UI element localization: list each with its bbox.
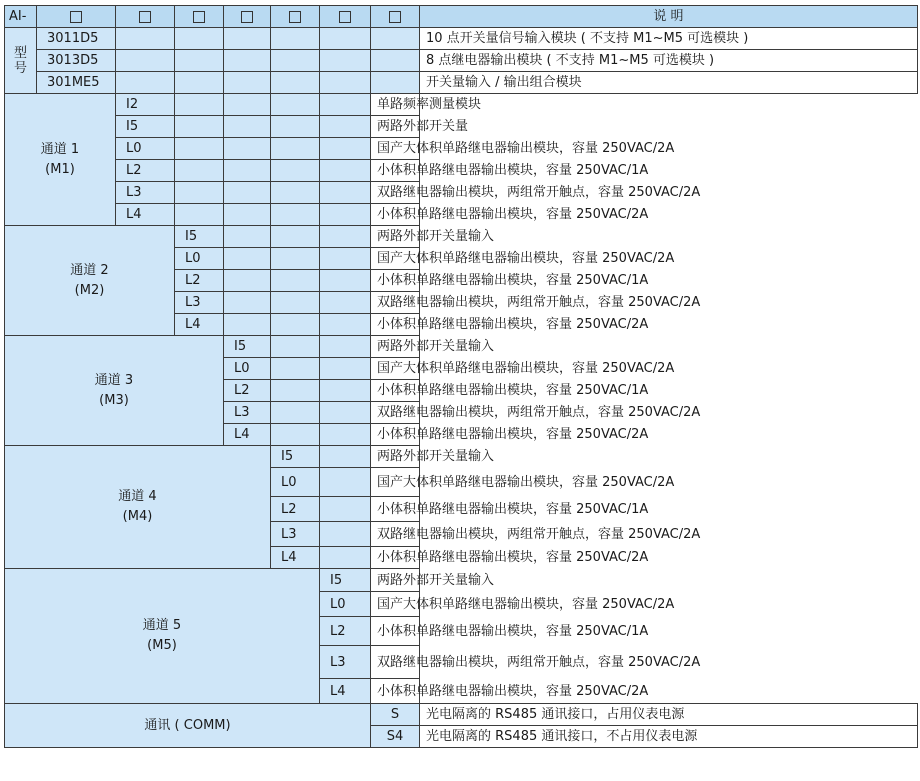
channel-code: L4 [271, 547, 320, 569]
channel-desc: 双路继电器输出模块，两组常开触点，容量 250VAC/2A [371, 402, 420, 424]
channel-label [5, 94, 116, 226]
empty-cell [175, 94, 224, 116]
header-slot-3 [175, 6, 224, 28]
channel-code: L4 [224, 424, 271, 446]
placeholder-box-icon [193, 11, 205, 23]
empty-cell [320, 402, 371, 424]
channel-code: L2 [320, 617, 371, 646]
channel-code: I5 [271, 446, 320, 468]
empty-cell [175, 160, 224, 182]
empty-cell [271, 160, 320, 182]
empty-cell [320, 182, 371, 204]
empty-cell [224, 248, 271, 270]
empty-cell [224, 116, 271, 138]
empty-cell [224, 314, 271, 336]
channel-code: L0 [271, 468, 320, 497]
channel-desc: 小体积单路继电器输出模块，容量 250VAC/1A [371, 270, 420, 292]
channel-code: L2 [175, 270, 224, 292]
model-label-top: 型 [13, 45, 27, 61]
channel-desc: 国产大体积单路继电器输出模块，容量 250VAC/2A [371, 592, 420, 617]
channel-name: 通道 5 [142, 618, 182, 633]
empty-cell [320, 522, 371, 547]
empty-cell [320, 497, 371, 522]
channel-name: 通道 2 [70, 262, 109, 278]
model-code: 3013D5 [37, 50, 116, 72]
channel-row [5, 160, 918, 182]
empty-cell [320, 160, 371, 182]
channel-code: L4 [116, 204, 175, 226]
empty-cell [320, 138, 371, 160]
channel-code: L0 [116, 138, 175, 160]
empty-cell [224, 204, 271, 226]
empty-cell [224, 226, 271, 248]
channel-code: L0 [175, 248, 224, 270]
channel-label-text [70, 261, 108, 301]
channel-label [5, 336, 224, 446]
channel-code: L0 [320, 592, 371, 617]
empty-cell [224, 72, 271, 94]
channel-code: I5 [224, 336, 271, 358]
empty-cell [271, 94, 320, 116]
channel-row [5, 94, 918, 116]
channel-desc: 两路外部开关量 [371, 116, 420, 138]
comm-code: S4 [371, 726, 420, 748]
empty-cell [224, 270, 271, 292]
empty-cell [320, 50, 371, 72]
empty-cell [224, 50, 271, 72]
channel-code: L3 [116, 182, 175, 204]
channel-desc: 小体积单路继电器输出模块，容量 250VAC/1A [371, 380, 420, 402]
channel-desc: 双路继电器输出模块，两组常开触点，容量 250VAC/2A [371, 522, 420, 547]
placeholder-box-icon [241, 11, 253, 23]
channel-code: I2 [116, 94, 175, 116]
channel-desc: 双路继电器输出模块，两组常开触点，容量 250VAC/2A [371, 182, 420, 204]
comm-label: 通讯 ( COMM) [5, 704, 371, 748]
placeholder-box-icon [389, 11, 401, 23]
empty-cell [271, 226, 320, 248]
header-slot-7 [371, 6, 420, 28]
empty-cell [224, 94, 271, 116]
channel-row [5, 226, 918, 248]
channel-code: L4 [320, 679, 371, 704]
channel-name: 通道 4 [118, 489, 157, 504]
empty-cell [116, 50, 175, 72]
model-desc: 开关量输入 / 输出组合模块 [420, 72, 918, 94]
empty-cell [175, 28, 224, 50]
empty-cell [271, 50, 320, 72]
channel-sub: (M1) [45, 161, 75, 177]
channel-desc: 小体积单路继电器输出模块，容量 250VAC/2A [371, 314, 420, 336]
channel-desc: 小体积单路继电器输出模块，容量 250VAC/2A [371, 424, 420, 446]
channel-code: I5 [175, 226, 224, 248]
empty-cell [320, 358, 371, 380]
channel-desc: 双路继电器输出模块，两组常开触点，容量 250VAC/2A [371, 646, 420, 679]
channel-desc: 小体积单路继电器输出模块，容量 250VAC/2A [371, 547, 420, 569]
empty-cell [175, 72, 224, 94]
header-prefix: AI- [5, 6, 37, 28]
empty-cell [175, 204, 224, 226]
comm-code: S [371, 704, 420, 726]
channel-row [5, 204, 918, 226]
channel-row [5, 182, 918, 204]
header-slot-4 [224, 6, 271, 28]
empty-cell [320, 446, 371, 468]
model-row [5, 72, 918, 94]
channel-row [5, 116, 918, 138]
empty-cell [224, 138, 271, 160]
channel-sub: (M3) [99, 392, 129, 408]
channel-desc: 双路继电器输出模块，两组常开触点，容量 250VAC/2A [371, 292, 420, 314]
empty-cell [320, 314, 371, 336]
empty-cell [271, 380, 320, 402]
model-selection-table [4, 5, 918, 748]
model-desc: 10 点开关量信号输入模块 ( 不支持 M1~M5 可选模块 ) [420, 28, 918, 50]
empty-cell [271, 402, 320, 424]
empty-cell [271, 138, 320, 160]
empty-cell [320, 94, 371, 116]
channel-label-text [95, 371, 133, 411]
empty-cell [320, 28, 371, 50]
channel-name: 通道 3 [94, 372, 134, 388]
channel-label-text [143, 616, 181, 656]
channel-code: L3 [271, 522, 320, 547]
header-slot-1 [37, 6, 116, 28]
channel-code: L3 [320, 646, 371, 679]
placeholder-box-icon [289, 11, 301, 23]
empty-cell [320, 292, 371, 314]
channel-label-text [41, 140, 79, 180]
empty-cell [371, 50, 420, 72]
channel-code: L3 [175, 292, 224, 314]
empty-cell [320, 380, 371, 402]
channel-desc: 单路频率测量模块 [371, 94, 420, 116]
placeholder-box-icon [70, 11, 82, 23]
empty-cell [116, 28, 175, 50]
comm-desc: 光电隔离的 RS485 通讯接口，占用仪表电源 [420, 704, 918, 726]
header-slot-5 [271, 6, 320, 28]
empty-cell [320, 204, 371, 226]
channel-code: L0 [224, 358, 271, 380]
empty-cell [320, 116, 371, 138]
empty-cell [271, 358, 320, 380]
channel-label [5, 569, 320, 704]
channel-desc: 两路外部开关量输入 [371, 569, 420, 592]
channel-code: L2 [116, 160, 175, 182]
channel-desc: 两路外部开关量输入 [371, 336, 420, 358]
channel-code: L4 [175, 314, 224, 336]
empty-cell [224, 160, 271, 182]
channel-label-text [118, 487, 156, 527]
channel-code: I5 [116, 116, 175, 138]
model-code: 3011D5 [37, 28, 116, 50]
placeholder-box-icon [139, 11, 151, 23]
channel-desc: 小体积单路继电器输出模块，容量 250VAC/1A [371, 497, 420, 522]
channel-sub: (M2) [74, 282, 105, 298]
channel-desc: 国产大体积单路继电器输出模块，容量 250VAC/2A [371, 358, 420, 380]
channel-name: 通道 1 [40, 141, 80, 157]
empty-cell [224, 292, 271, 314]
channel-desc: 小体积单路继电器输出模块，容量 250VAC/1A [371, 160, 420, 182]
channel-desc: 两路外部开关量输入 [371, 226, 420, 248]
channel-row [5, 336, 918, 358]
channel-code: L2 [271, 497, 320, 522]
empty-cell [271, 336, 320, 358]
channel-desc: 国产大体积单路继电器输出模块，容量 250VAC/2A [371, 468, 420, 497]
header-explain: 说 明 [420, 6, 918, 28]
model-row [5, 28, 918, 50]
empty-cell [320, 336, 371, 358]
comm-row [5, 704, 918, 726]
empty-cell [116, 72, 175, 94]
empty-cell [271, 248, 320, 270]
empty-cell [175, 182, 224, 204]
empty-cell [371, 72, 420, 94]
empty-cell [271, 292, 320, 314]
header-row [5, 6, 918, 28]
empty-cell [320, 468, 371, 497]
empty-cell [175, 50, 224, 72]
empty-cell [271, 314, 320, 336]
model-label-bottom: 号 [13, 60, 27, 76]
empty-cell [320, 248, 371, 270]
channel-sub: (M5) [147, 638, 177, 653]
channel-label [5, 226, 175, 336]
model-desc: 8 点继电器输出模块 ( 不支持 M1~M5 可选模块 ) [420, 50, 918, 72]
empty-cell [271, 116, 320, 138]
model-row [5, 50, 918, 72]
empty-cell [271, 72, 320, 94]
channel-code: L2 [224, 380, 271, 402]
channel-row [5, 138, 918, 160]
empty-cell [271, 182, 320, 204]
channel-row [5, 569, 918, 592]
comm-desc: 光电隔离的 RS485 通讯接口，不占用仪表电源 [420, 726, 918, 748]
channel-row [5, 446, 918, 468]
header-slot-2 [116, 6, 175, 28]
empty-cell [175, 138, 224, 160]
placeholder-box-icon [339, 11, 351, 23]
channel-desc: 小体积单路继电器输出模块，容量 250VAC/2A [371, 204, 420, 226]
model-label [5, 28, 37, 94]
empty-cell [175, 116, 224, 138]
model-code: 301ME5 [37, 72, 116, 94]
empty-cell [320, 547, 371, 569]
empty-cell [271, 28, 320, 50]
channel-desc: 小体积单路继电器输出模块，容量 250VAC/2A [371, 679, 420, 704]
empty-cell [320, 72, 371, 94]
empty-cell [224, 28, 271, 50]
channel-code: I5 [320, 569, 371, 592]
header-slot-6 [320, 6, 371, 28]
empty-cell [320, 424, 371, 446]
empty-cell [224, 182, 271, 204]
channel-sub: (M4) [122, 509, 153, 524]
empty-cell [271, 270, 320, 292]
empty-cell [320, 226, 371, 248]
channel-desc: 国产大体积单路继电器输出模块，容量 250VAC/2A [371, 138, 420, 160]
empty-cell [320, 270, 371, 292]
empty-cell [371, 28, 420, 50]
empty-cell [271, 424, 320, 446]
empty-cell [271, 204, 320, 226]
channel-desc: 小体积单路继电器输出模块，容量 250VAC/1A [371, 617, 420, 646]
channel-desc: 两路外部开关量输入 [371, 446, 420, 468]
channel-desc: 国产大体积单路继电器输出模块，容量 250VAC/2A [371, 248, 420, 270]
channel-code: L3 [224, 402, 271, 424]
channel-label [5, 446, 271, 569]
